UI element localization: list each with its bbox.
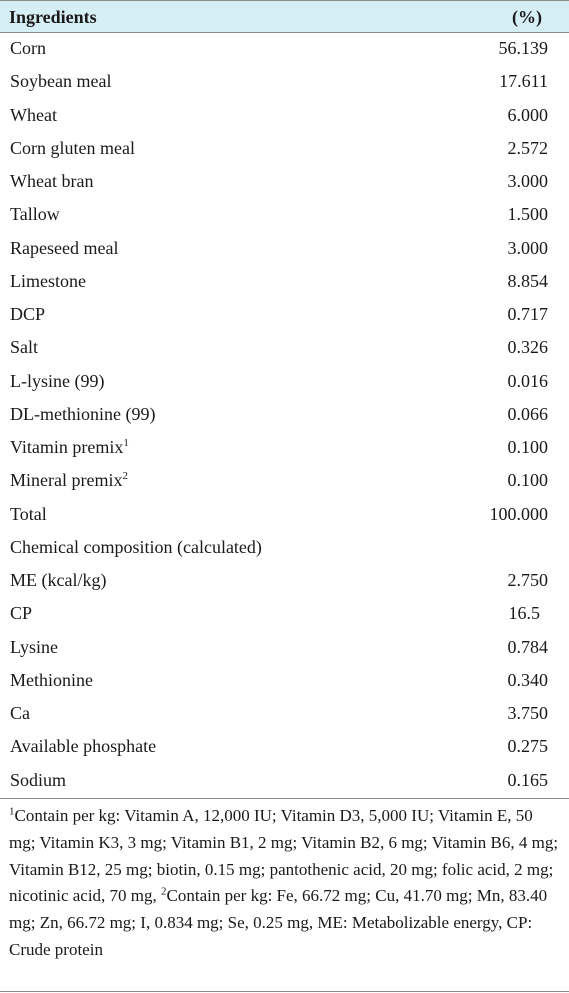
header-percent: (%) bbox=[512, 7, 542, 27]
table-row bbox=[0, 465, 569, 498]
table-row bbox=[0, 233, 569, 266]
row-label: L-lysine (99) bbox=[10, 370, 105, 391]
row-value: 3.000 bbox=[507, 171, 548, 191]
row-label: Tallow bbox=[10, 204, 60, 225]
row-label: DL-methionine (99) bbox=[10, 403, 156, 424]
footnote-marker-1: 1 bbox=[9, 805, 15, 818]
row-value: 0.100 bbox=[507, 437, 548, 457]
row-label: CP bbox=[10, 603, 33, 624]
row-value: 0.340 bbox=[507, 669, 548, 690]
row-label: Soybean meal bbox=[10, 71, 112, 92]
row-value: 16.5 bbox=[508, 603, 540, 624]
row-label: Total bbox=[10, 503, 47, 524]
bottom-divider bbox=[0, 991, 569, 992]
row-label: DCP bbox=[10, 304, 46, 324]
table-row bbox=[0, 598, 569, 631]
row-label: Ca bbox=[10, 703, 30, 723]
row-label: Methionine bbox=[10, 669, 93, 690]
table-header bbox=[0, 0, 569, 33]
footnote-part-1: Contain per kg: Vitamin A, 12,000 IU; Vitamin D3, 5,000 IU; Vitamin E, 50 mg; Vitamin K3, 3 mg; Vitamin B1, 2 mg; Vitamin B2, 6 mg; Vitamin B6, 4 mg; Vitamin B12, 25 mg; biotin, 0.15 mg; pantothenic acid, 20 mg; folic acid, 2 mg; nicotinic acid, 70 mg, bbox=[9, 806, 559, 906]
table-footnote bbox=[9, 803, 561, 964]
row-value: 56.139 bbox=[498, 38, 548, 58]
footer-divider bbox=[0, 798, 569, 799]
row-value: 0.016 bbox=[507, 370, 548, 391]
row-label: Mineral premix$^2$ bbox=[10, 470, 128, 491]
row-label: Corn bbox=[10, 38, 46, 58]
row-label: ME (kcal/kg) bbox=[10, 570, 107, 590]
row-label: Corn gluten meal bbox=[10, 137, 135, 158]
table-row bbox=[0, 731, 569, 764]
table-row bbox=[0, 133, 569, 166]
table-row bbox=[0, 565, 569, 598]
footnote-part-2: Contain per kg: Fe, 66.72 mg; Cu, 41.70 mg; Mn, 83.40 mg; Zn, 66.72 mg; I, 0.834 mg; Se, 0.25 mg, ME: Metabolizable energy, CP: Crude protein bbox=[9, 886, 548, 959]
table-row bbox=[0, 532, 569, 565]
row-value: 100.000 bbox=[489, 503, 548, 524]
table-row bbox=[0, 100, 569, 133]
row-value: 3.000 bbox=[507, 237, 548, 258]
row-label: Chemical composition (calculated) bbox=[10, 536, 262, 557]
row-value: 1.500 bbox=[507, 204, 548, 225]
row-value: 0.717 bbox=[507, 304, 548, 324]
row-value: 0.165 bbox=[507, 769, 548, 790]
row-label: Limestone bbox=[10, 270, 86, 291]
row-value: 0.100 bbox=[507, 470, 548, 491]
table-row bbox=[0, 499, 569, 532]
footnote-marker-2: 2 bbox=[161, 885, 167, 898]
row-label: Lysine bbox=[10, 636, 58, 657]
row-label: Rapeseed meal bbox=[10, 237, 119, 258]
row-value: 0.066 bbox=[507, 403, 548, 424]
table-row bbox=[0, 665, 569, 698]
row-value: 3.750 bbox=[507, 703, 548, 723]
row-label: Vitamin premix$^1$ bbox=[10, 437, 129, 457]
table-row bbox=[0, 33, 569, 66]
table-row bbox=[0, 632, 569, 665]
row-value: 0.326 bbox=[507, 337, 548, 358]
footnote-marker: 2 bbox=[122, 470, 128, 483]
footnote-marker: 1 bbox=[123, 437, 129, 449]
row-value: 6.000 bbox=[507, 104, 548, 125]
row-value: 2.750 bbox=[507, 570, 548, 590]
table-row bbox=[0, 199, 569, 232]
table-body bbox=[0, 33, 569, 798]
table-row bbox=[0, 299, 569, 332]
header-ingredients: Ingredients bbox=[9, 7, 97, 27]
row-label: Salt bbox=[10, 337, 39, 358]
row-value: 17.611 bbox=[499, 71, 548, 92]
row-value: 0.784 bbox=[507, 636, 548, 657]
row-label: Available phosphate bbox=[10, 736, 157, 757]
row-value: 0.275 bbox=[507, 736, 548, 757]
table-row bbox=[0, 698, 569, 731]
table-row bbox=[0, 332, 569, 365]
row-label: Wheat bbox=[10, 104, 57, 125]
row-label: Wheat bran bbox=[10, 171, 94, 191]
table-row bbox=[0, 432, 569, 465]
table-row bbox=[0, 366, 569, 399]
table-row bbox=[0, 266, 569, 299]
table-row bbox=[0, 765, 569, 798]
row-value: 2.572 bbox=[507, 137, 548, 158]
table-row bbox=[0, 399, 569, 432]
table-row bbox=[0, 166, 569, 199]
table-row bbox=[0, 66, 569, 99]
row-label: Sodium bbox=[10, 769, 67, 790]
row-value: 8.854 bbox=[507, 270, 548, 291]
